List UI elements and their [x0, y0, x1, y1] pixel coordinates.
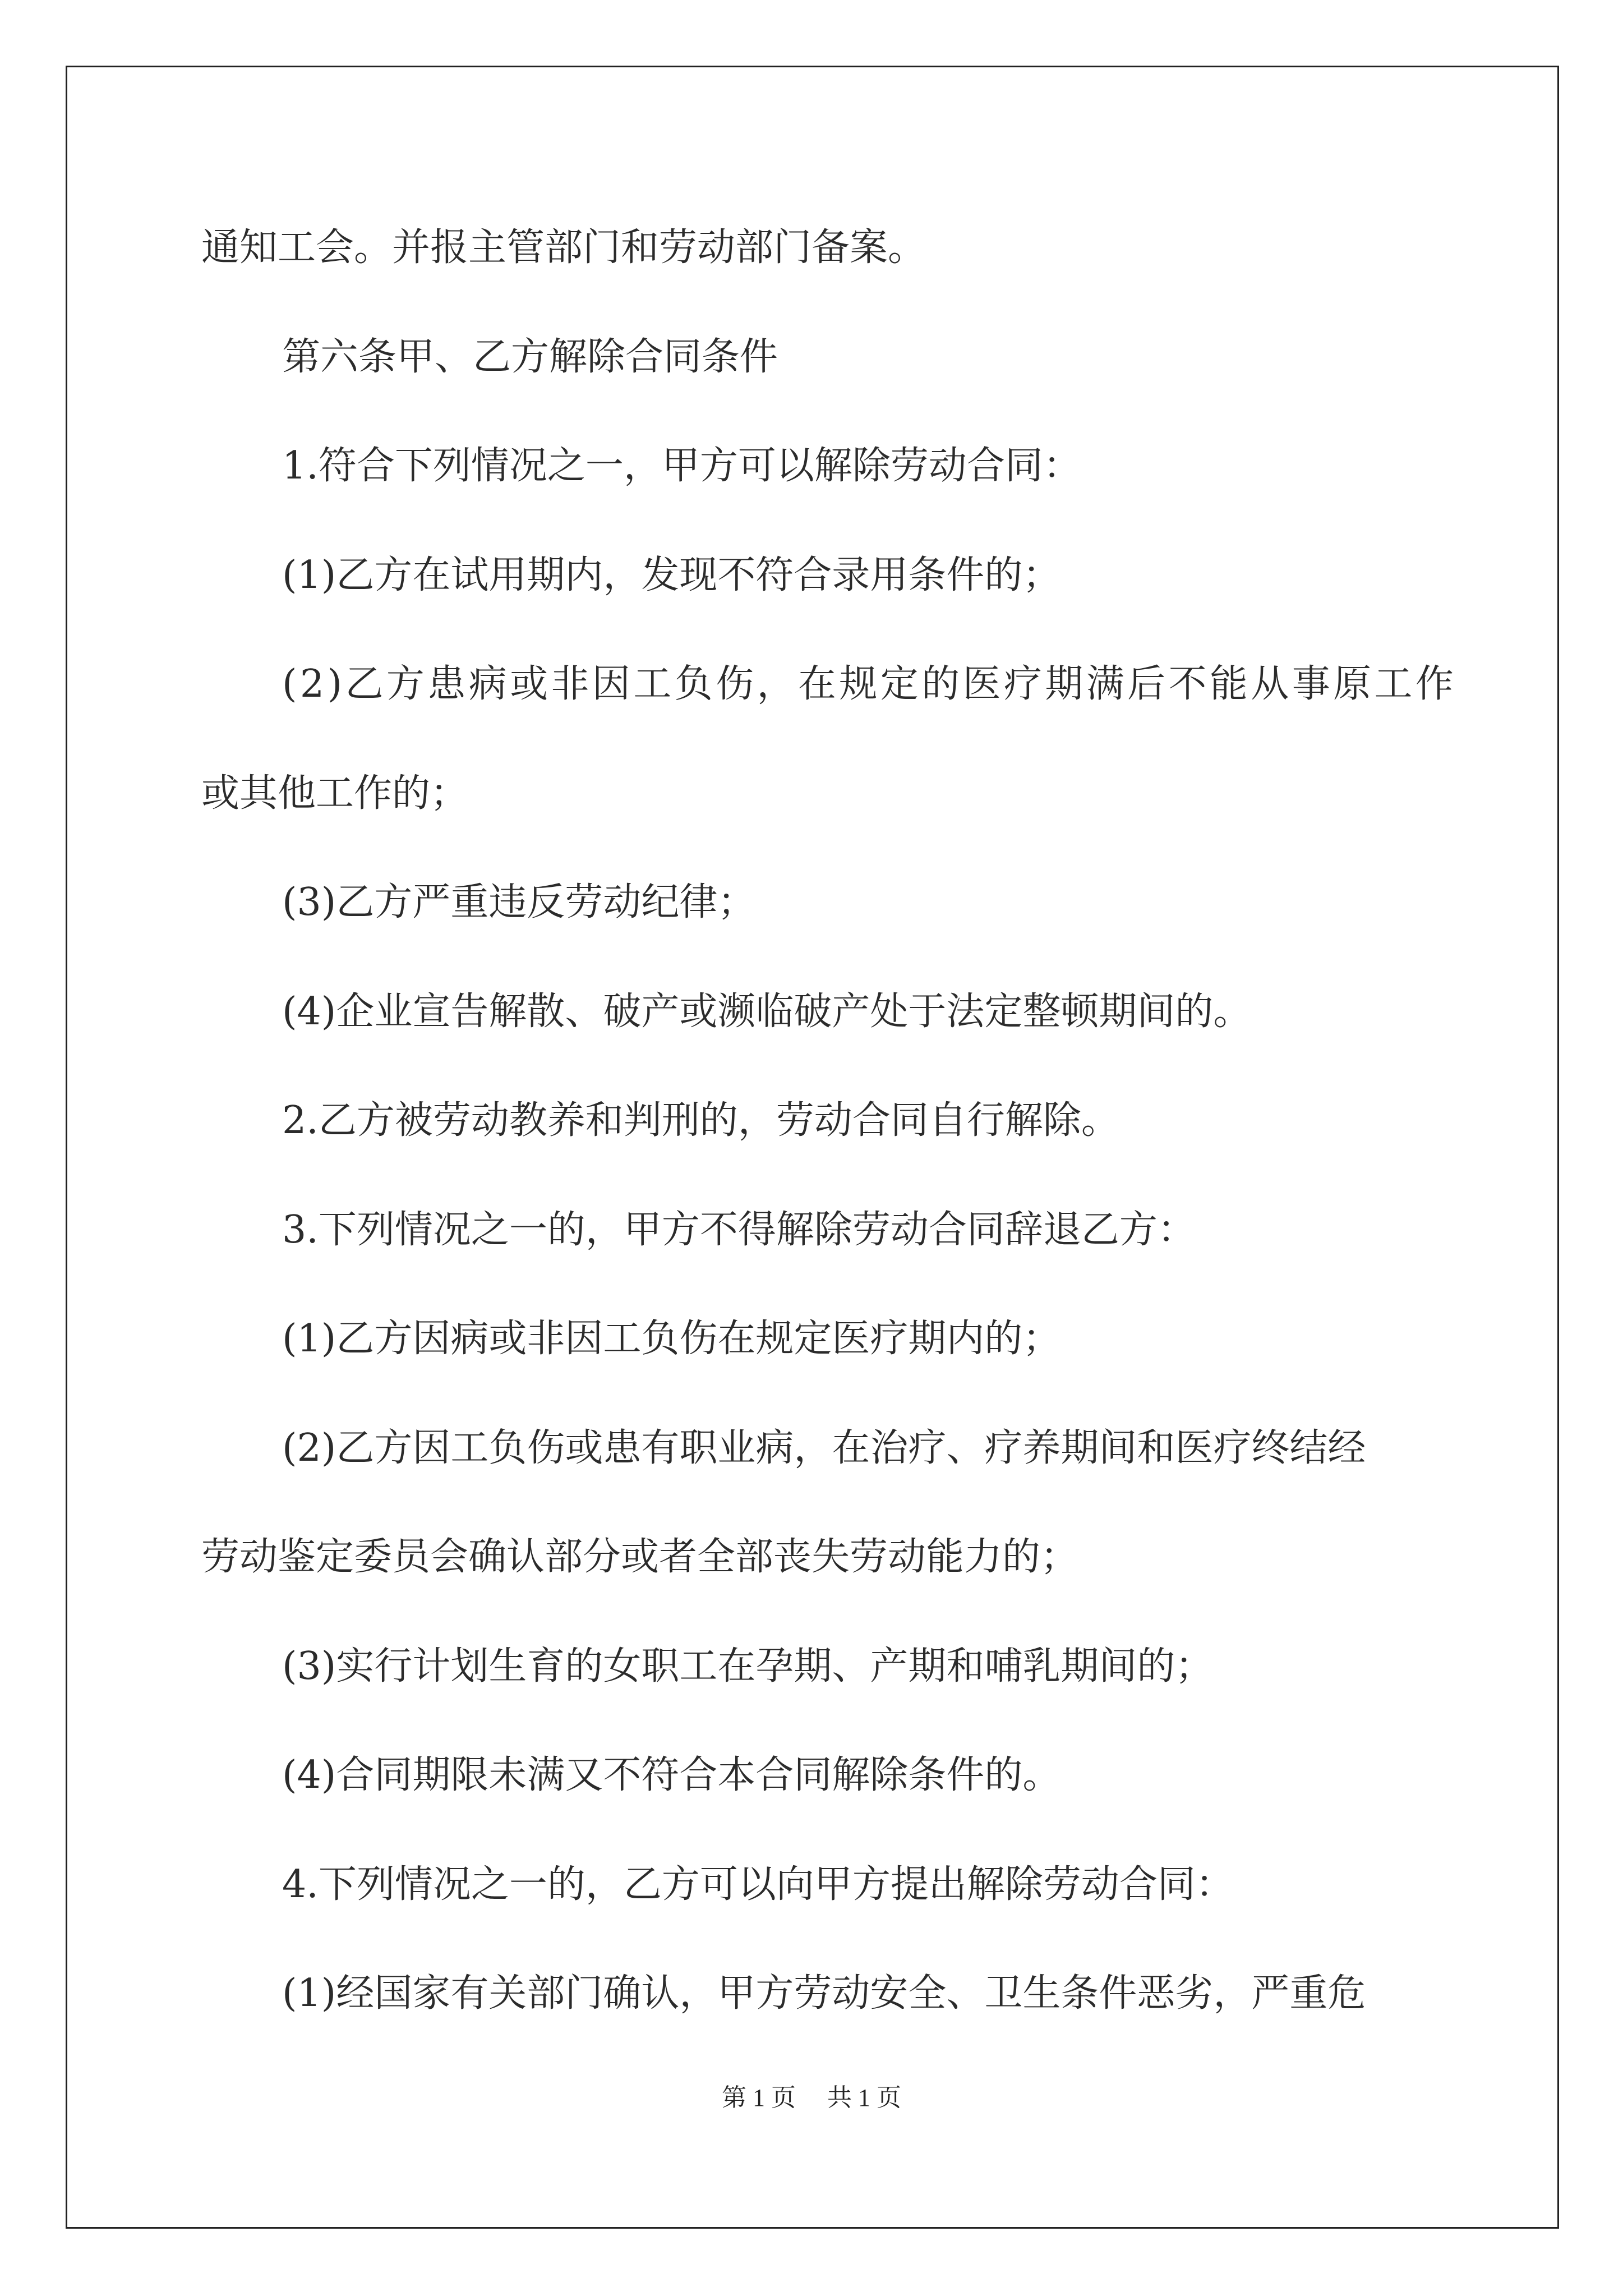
clause-3: 3.下列情况之一的，甲方不得解除劳动合同辞退乙方： [282, 1208, 1196, 1252]
clause-3-item-1: (1)乙方因病或非因工负伤在规定医疗期内的； [282, 1317, 1061, 1361]
clause-3-item-4: (4)合同期限未满又不符合本合同解除条件的。 [282, 1753, 1061, 1797]
clause-1-item-4: (4)企业宣告解散、破产或濒临破产处于法定整顿期间的。 [282, 990, 1252, 1034]
clause-3-item-2: (2)乙方因工负伤或患有职业病，在治疗、疗养期间和医疗终结经 [282, 1426, 1366, 1470]
clause-2: 2.乙方被劳动教养和判刑的，劳动合同自行解除。 [282, 1098, 1119, 1143]
clause-3-item-3: (3)实行计划生育的女职工在孕期、产期和哺乳期间的； [282, 1644, 1214, 1688]
clause-1-item-1: (1)乙方在试用期内，发现不符合录用条件的； [282, 553, 1061, 597]
clause-4: 4.下列情况之一的，乙方可以向甲方提出解除劳动合同： [282, 1862, 1234, 1907]
page-footer [0, 2077, 1623, 2113]
clause-1: 1.符合下列情况之一，甲方可以解除劳动合同： [282, 444, 1081, 488]
clause-4-item-1: (1)经国家有关部门确认，甲方劳动安全、卫生条件恶劣，严重危 [282, 1971, 1366, 2016]
clause-1-item-2: (2)乙方患病或非因工负伤，在规定的医疗期满后不能从事原工作 [282, 662, 1457, 706]
page-total: 共 1 页 [827, 2084, 901, 2111]
clause-1-item-3: (3)乙方严重违反劳动纪律； [282, 880, 756, 924]
clause-3-item-2-cont: 劳动鉴定委员会确认部分或者全部丧失劳动能力的； [201, 1535, 1079, 1579]
clause-1-item-2-cont: 或其他工作的； [201, 771, 469, 816]
page-number: 第 1 页 [722, 2084, 796, 2111]
paragraph-continuation: 通知工会。并报主管部门和劳动部门备案。 [201, 226, 926, 270]
article-heading: 第六条甲、乙方解除合同条件 [282, 335, 778, 379]
